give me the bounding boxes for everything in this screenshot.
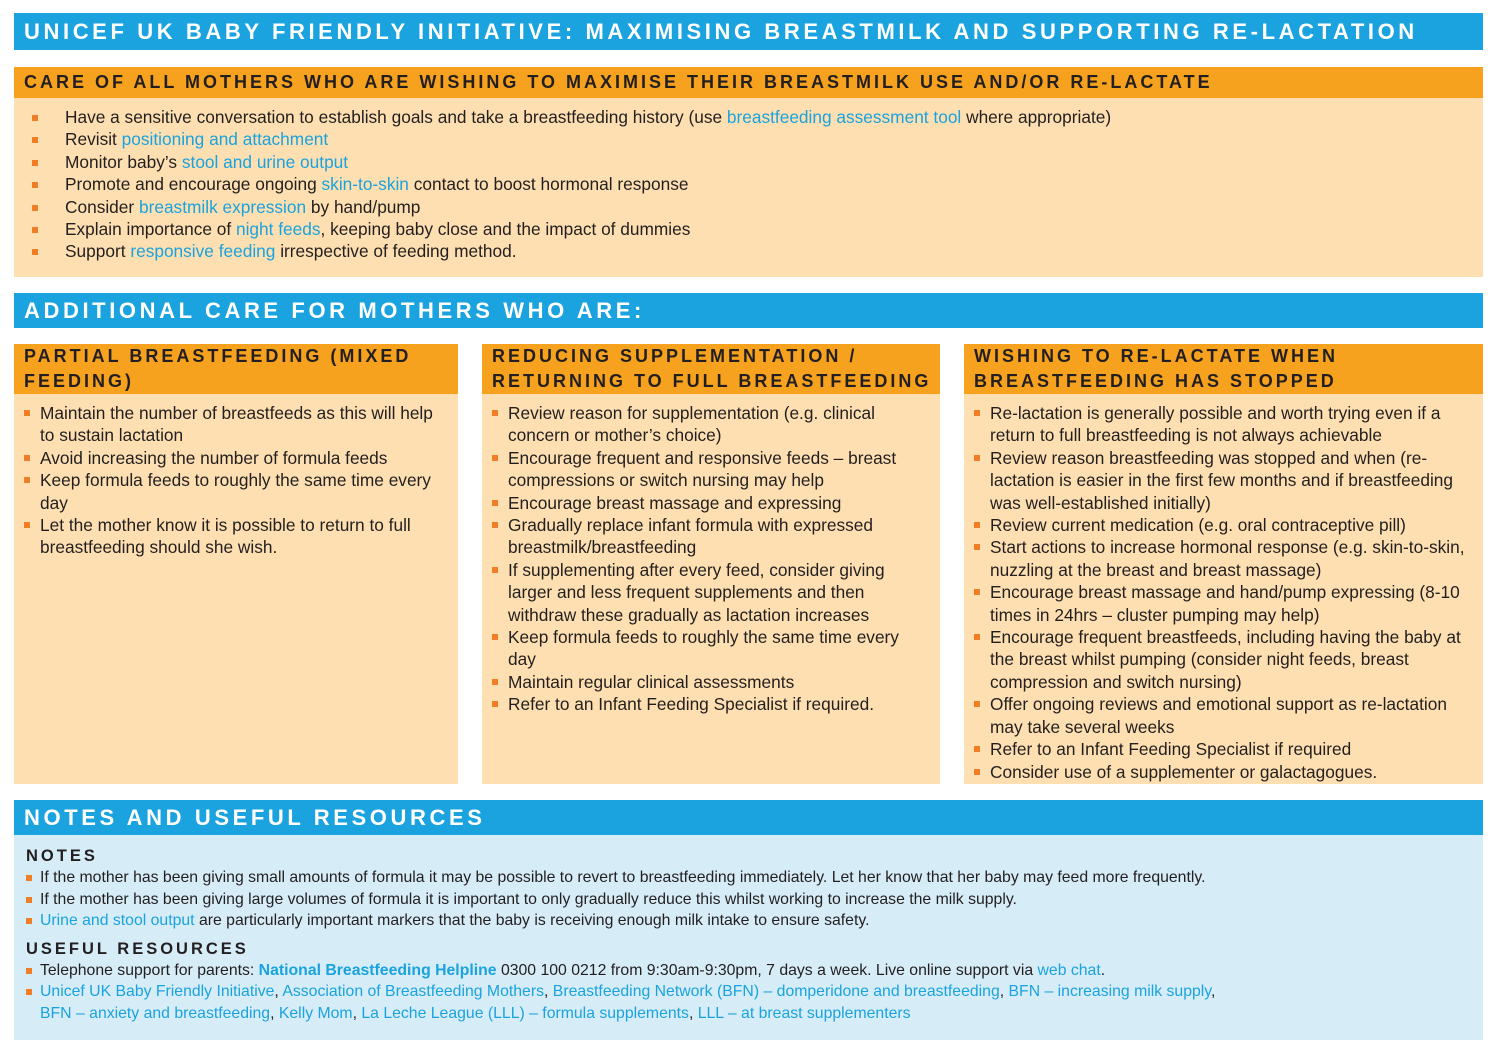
care-all-panel — [14, 67, 1483, 277]
list-item: Telephone support for parents: National Breastfeeding Helpline 0300 100 0212 from 9:30am-9:30pm, 7 days a week. Live online support via web chat. — [26, 960, 1483, 982]
list-item: Let the mother know it is possible to return to full breastfeeding should she wish. — [24, 514, 448, 559]
list-item: Consider use of a supplementer or galactagogues. — [974, 761, 1473, 783]
list-item: Keep formula feeds to roughly the same time every day — [24, 469, 448, 514]
bullet-square-icon — [492, 634, 498, 640]
bullet-square-icon — [26, 897, 32, 903]
notes-panel — [14, 835, 1483, 1040]
bullet-square-icon — [974, 522, 980, 528]
page-title — [14, 13, 1483, 50]
bullet-square-icon — [32, 182, 38, 188]
bullet-square-icon — [974, 769, 980, 775]
list-item: Encourage breast massage and expressing — [492, 492, 930, 514]
bullet-square-icon — [492, 500, 498, 506]
link-skin-to-skin[interactable]: skin-to-skin — [321, 174, 409, 195]
list-item: Refer to an Infant Feeding Specialist if required — [974, 738, 1473, 760]
list-item: Monitor baby’s stool and urine output — [32, 151, 1483, 173]
list-item: Review current medication (e.g. oral contraceptive pill) — [974, 514, 1473, 536]
list-item: Refer to an Infant Feeding Specialist if required. — [492, 693, 930, 715]
list-item: Review reason for supplementation (e.g. clinical concern or mother’s choice) — [492, 402, 930, 447]
care-all-heading: CARE OF ALL MOTHERS WHO ARE WISHING TO MAXIMISE THEIR BREASTMILK USE AND/OR RE-LACTATE — [14, 67, 1483, 98]
partial-breastfeeding-list — [14, 394, 458, 559]
list-item: Support responsive feeding irrespective of feeding method. — [32, 240, 1483, 262]
link-unicef-baby-friendly[interactable]: Unicef UK Baby Friendly Initiative — [40, 983, 275, 1000]
bullet-square-icon — [32, 227, 38, 233]
reducing-supplementation-heading: REDUCING SUPPLEMENTATION / RETURNING TO FULL BREASTFEEDING — [482, 344, 940, 394]
list-item: If supplementing after every feed, consider giving larger and less frequent supplements and then withdraw these gradually as lactation increases — [492, 559, 930, 626]
notes-subheading: NOTES — [26, 847, 98, 865]
link-association-breastfeeding-mothers[interactable]: Association of Breastfeeding Mothers — [282, 983, 544, 1000]
notes-resources-heading: NOTES AND USEFUL RESOURCES — [14, 800, 1483, 835]
bullet-square-icon — [32, 249, 38, 255]
bullet-square-icon — [974, 589, 980, 595]
reducing-supplementation-list — [482, 394, 940, 716]
bullet-square-icon — [24, 522, 30, 528]
link-lll-at-breast-supplementers[interactable]: LLL – at breast supplementers — [697, 1004, 911, 1022]
list-item: Avoid increasing the number of formula feeds — [24, 447, 448, 469]
bullet-square-icon — [974, 634, 980, 640]
bullet-square-icon — [32, 137, 38, 143]
list-item: Explain importance of night feeds, keeping baby close and the impact of dummies — [32, 218, 1483, 240]
bullet-square-icon — [492, 410, 498, 416]
list-item: If the mother has been giving small amounts of formula it may be possible to revert to breastfeeding immediately. Let her know that her baby may feed more frequently. — [26, 867, 1483, 889]
link-stool-and-urine-output[interactable]: stool and urine output — [181, 151, 349, 172]
additional-care-heading: ADDITIONAL CARE FOR MOTHERS WHO ARE: — [14, 293, 1483, 328]
list-item: Encourage breast massage and hand/pump expressing (8-10 times in 24hrs – cluster pumping may help) — [974, 581, 1473, 626]
bullet-square-icon — [32, 160, 38, 166]
bullet-square-icon — [26, 989, 32, 995]
list-item: Unicef UK Baby Friendly Initiative, Association of Breastfeeding Mothers, Breastfeeding Network (BFN) – domperidone and breastfeeding, BFN – increasing milk supply, BFN – anxiety and breastfeeding, Kelly Mom, La Leche League (LLL) – formula supplements, LLL – at breast supplementers — [26, 981, 1483, 1024]
resources-list — [26, 960, 1483, 1025]
bullet-square-icon — [492, 455, 498, 461]
bullet-square-icon — [24, 477, 30, 483]
list-item: Urine and stool output are particularly important markers that the baby is receiving enough milk intake to ensure safety. — [26, 910, 1483, 932]
list-item: Re-lactation is generally possible and worth trying even if a return to full breastfeeding is not always achievable — [974, 402, 1473, 447]
page-title-text: UNICEF UK BABY FRIENDLY INITIATIVE: MAXIMISING BREASTMILK AND SUPPORTING RE-LACTATION — [24, 18, 1418, 44]
bullet-square-icon — [26, 875, 32, 881]
link-bfn-domperidone[interactable]: Breastfeeding Network (BFN) – domperidone and breastfeeding — [552, 983, 1000, 1000]
bullet-square-icon — [492, 679, 498, 685]
notes-list — [26, 867, 1483, 932]
link-breastmilk-expression[interactable]: breastmilk expression — [138, 196, 307, 217]
partial-breastfeeding-panel — [14, 344, 458, 784]
bullet-square-icon — [24, 455, 30, 461]
link-lll-formula-supplements[interactable]: La Leche League (LLL) – formula supplements — [361, 1004, 689, 1022]
link-breastfeeding-assessment-tool[interactable]: breastfeeding assessment tool — [726, 107, 962, 127]
list-item: Offer ongoing reviews and emotional support as re-lactation may take several weeks — [974, 693, 1473, 738]
list-item: Start actions to increase hormonal response (e.g. skin-to-skin, nuzzling at the breast and breast massage) — [974, 536, 1473, 581]
list-item: Maintain the number of breastfeeds as this will help to sustain lactation — [24, 402, 448, 447]
bullet-square-icon — [974, 701, 980, 707]
resources-subheading: USEFUL RESOURCES — [26, 939, 249, 958]
bullet-square-icon — [974, 746, 980, 752]
relactate-list — [964, 394, 1483, 783]
bullet-square-icon — [974, 410, 980, 416]
care-all-list — [14, 98, 1483, 263]
list-item: Have a sensitive conversation to establish goals and take a breastfeeding history (use breastfeeding assessment tool where appropriate) — [32, 106, 1483, 128]
bullet-square-icon — [26, 918, 32, 924]
bullet-square-icon — [24, 410, 30, 416]
list-item: Gradually replace infant formula with expressed breastmilk/breastfeeding — [492, 514, 930, 559]
partial-breastfeeding-heading: PARTIAL BREASTFEEDING (MIXED FEEDING) — [14, 344, 458, 394]
list-item: Review reason breastfeeding was stopped and when (re-lactation is easier in the first few months and if breastfeeding was well-established initially) — [974, 447, 1473, 514]
bullet-square-icon — [492, 567, 498, 573]
list-item: Keep formula feeds to roughly the same time every day — [492, 626, 930, 671]
link-night-feeds[interactable]: night feeds — [235, 219, 321, 240]
list-item: If the mother has been giving large volumes of formula it is important to only gradually reduce this whilst working to increase the milk supply. — [26, 889, 1483, 911]
link-bfn-anxiety[interactable]: BFN – anxiety and breastfeeding — [40, 1004, 271, 1022]
list-item: Encourage frequent and responsive feeds – breast compressions or switch nursing may help — [492, 447, 930, 492]
reducing-supplementation-panel — [482, 344, 940, 784]
link-bfn-increasing-milk-supply[interactable]: BFN – increasing milk supply — [1008, 983, 1212, 1000]
link-national-breastfeeding-helpline[interactable]: National Breastfeeding Helpline — [258, 961, 497, 979]
bullet-square-icon — [492, 701, 498, 707]
bullet-square-icon — [26, 968, 32, 974]
link-positioning-and-attachment[interactable]: positioning and attachment — [121, 129, 329, 150]
bullet-square-icon — [32, 205, 38, 211]
bullet-square-icon — [492, 522, 498, 528]
bullet-square-icon — [974, 544, 980, 550]
list-item: Promote and encourage ongoing skin-to-skin contact to boost hormonal response — [32, 173, 1483, 195]
list-item: Maintain regular clinical assessments — [492, 671, 930, 693]
list-item: Consider breastmilk expression by hand/pump — [32, 196, 1483, 218]
link-urine-and-stool-output[interactable]: Urine and stool output — [40, 912, 195, 929]
relactate-panel — [964, 344, 1483, 784]
relactate-heading: WISHING TO RE-LACTATE WHEN BREASTFEEDING HAS STOPPED — [964, 344, 1483, 394]
link-responsive-feeding[interactable]: responsive feeding — [130, 241, 276, 262]
link-kelly-mom[interactable]: Kelly Mom — [278, 1004, 353, 1022]
bullet-square-icon — [974, 455, 980, 461]
list-item: Revisit positioning and attachment — [32, 128, 1483, 150]
link-web-chat[interactable]: web chat — [1037, 961, 1101, 979]
list-item: Encourage frequent breastfeeds, including having the baby at the breast whilst pumping (consider night feeds, breast compression and switch nursing) — [974, 626, 1473, 693]
bullet-square-icon — [32, 115, 38, 121]
